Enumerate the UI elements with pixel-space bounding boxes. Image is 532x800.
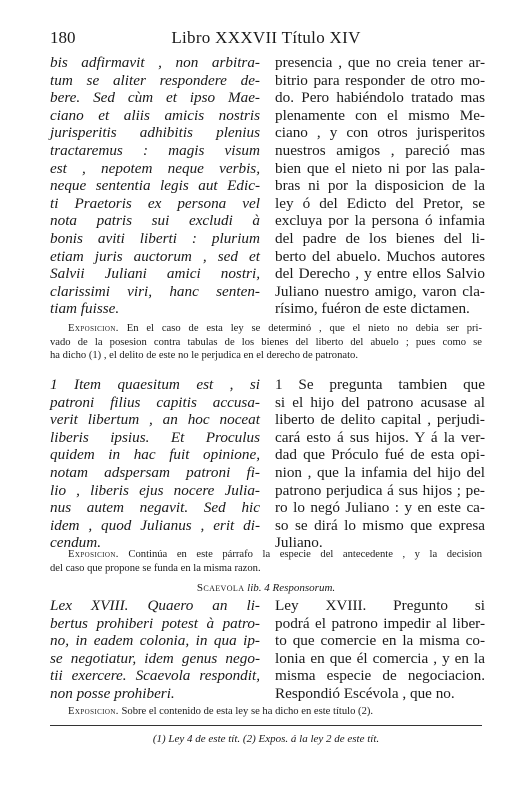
latin-line: liberis ipsius. Et Proculus [50,428,260,446]
latin-line: jurisperitis adhibitis plenius [50,124,260,142]
latin-line: est , nepotem neque verbis, [50,159,260,177]
spanish-line: to que comercie en la misma co- [275,632,485,650]
latin-line: quidem in hac fuit opinione, [50,446,260,464]
spanish-line: excluya por la persona ó infamia [275,212,485,230]
spanish-line: rísimo, fuéron de este dictamen. [275,300,470,318]
spanish-line: Juliano. [275,534,323,552]
latin-line: idem , quod Julianus , erit di- [50,516,260,534]
exposicion-label: Exposicion. [68,706,119,717]
footnote-divider [50,725,482,726]
latin-column-1 [50,54,260,318]
spanish-column-2 [275,376,485,552]
spanish-column-3 [275,597,485,703]
exposicion-line: vado de la posesion contra tabulas de los bienes del liberto del abuelo ; pues como se [50,336,482,348]
spanish-line: ro lo negó Juliano : y en este ca- [275,499,485,517]
spanish-line: cará esto á sus hijos. Y á la ver- [275,428,485,446]
spanish-line: bitrio para responder de otro mo- [275,71,485,89]
exposicion-note-3 [50,705,482,719]
spanish-line: lonia en que él comercia , y en la [275,649,485,667]
spanish-line: del Derecho , y entre ellos Salvio [275,265,485,283]
latin-line: Lex XVIII. Quaero an li- [50,597,260,614]
exposicion-line [50,548,482,562]
spanish-line: ley ó del Edicto del Pretor, se [275,194,485,212]
spanish-line: patrono perjudica á sus hijos ; pe- [275,481,485,499]
spanish-line: misma especie de negociacion. [275,667,485,685]
spanish-line: del padre de los bienes del li- [275,229,485,247]
spanish-column-1 [275,54,485,318]
spanish-line: do. Pero habiéndolo tratado mas [275,89,485,107]
latin-line: 1 Item quaesitum est , si [50,376,260,393]
spanish-line: podrá el patrono impedir al liber- [275,614,485,632]
latin-line: ciano et aliis amicis nostris [50,106,260,124]
latin-line: bonis aviti liberti : plurium [50,229,260,247]
latin-line: clarissimi viri, hanc senten- [50,282,260,300]
latin-line: bere. Sed cùm et ipso Mae- [50,89,260,107]
latin-line: bertus prohiberi potest à patro- [50,614,260,632]
latin-column-3 [50,597,260,703]
latin-line: neque sententia legis aut Edic- [50,177,260,195]
latin-line: nus autem negavit. Sed hic [50,499,260,517]
attribution-source: lib. 4 Responsorum. [247,582,336,594]
exposicion-line: ha dicho (1) , el delito de este no le perjudica en el derecho de patronato. [50,350,358,362]
spanish-line: berto del abuelo. Muchos autores [275,247,485,265]
spanish-line: 1 Se pregunta tambien que [275,376,485,393]
running-title: Libro XXXVII Título XIV [171,28,361,47]
spanish-line: so se dirá lo mismo que expresa [275,516,485,534]
latin-line: notam adspersam patroni fi- [50,463,260,481]
latin-line: verit libertum , an hoc noceat [50,411,260,429]
latin-line: non posse prohiberi. [50,684,175,702]
latin-line: se negotiatur, idem genus nego- [50,649,260,667]
spanish-line: liberto de delito capital , perjudi- [275,411,485,429]
footnotes: (1) Ley 4 de este tít. (2) Expos. á la ley 2 de este tít. [152,733,380,745]
spanish-line: bras ni por la disposicion de la [275,177,485,195]
exposicion-label: Exposicion. [68,323,119,334]
page-header [50,28,482,50]
exposicion-text: En el caso de esta ley se determinó , que el nieto no debia ser pri- [126,323,482,334]
exposicion-line [50,322,482,336]
latin-line: tii exercere. Scaevola respondit, [50,667,260,685]
latin-line: tum se aliter respondere de- [50,71,260,89]
latin-line: no, in eadem colonia, in qua ip- [50,632,260,650]
source-attribution [50,582,482,594]
exposicion-note-2 [50,548,482,575]
spanish-line: nion , que la infamia del hijo del [275,463,485,481]
latin-line: ti Praetoris ex persona vel [50,194,260,212]
exposicion-line [50,705,482,719]
exposicion-text: Sobre el contenido de esta ley se ha dicho en este título (2). [121,706,374,717]
latin-line: Salvii Juliani amici nostri, [50,265,260,283]
page-number: 180 [50,28,76,47]
latin-line: bis adfirmavit , non arbitra- [50,54,260,71]
spanish-line: dad que Próculo fué de esta opi- [275,446,485,464]
latin-line: tiam fuisse. [50,300,120,318]
spanish-line: ciano , y con otros jurisperitos [275,124,485,142]
spanish-line: Respondió Escévola , que no. [275,684,455,702]
latin-column-2 [50,376,260,552]
exposicion-note-1 [50,322,482,363]
latin-line: lio , liberis ejus nocere Julia- [50,481,260,499]
spanish-line: Ley XVIII. Pregunto si [275,597,485,614]
exposicion-line: del caso que propone se funda en la misma razon. [50,562,261,574]
latin-line: tractaremus : magis visum [50,141,260,159]
spanish-line: bien que el nieto ni por las pala- [275,159,485,177]
latin-line: etiam juris auctorum , sed et [50,247,260,265]
exposicion-label: Exposicion. [68,549,119,560]
spanish-line: nuestros amigos , pareció mas [275,141,485,159]
spanish-line: plenamente con el mismo Me- [275,106,485,124]
latin-line: patroni filius capitis accusa- [50,393,260,411]
spanish-line: Juliano nuestro amigo, varon cla- [275,282,485,300]
attribution-author: Scaevola [196,582,245,594]
spanish-line: si el hijo del patrono acusase al [275,393,485,411]
latin-line: nota patris sui excludi à [50,212,260,230]
spanish-line: presencia , que no creia tener ar- [275,54,485,71]
exposicion-text: Continúa en este párrafo la especie del antecedente , y la decision [128,549,483,560]
latin-line: cendum. [50,534,102,552]
